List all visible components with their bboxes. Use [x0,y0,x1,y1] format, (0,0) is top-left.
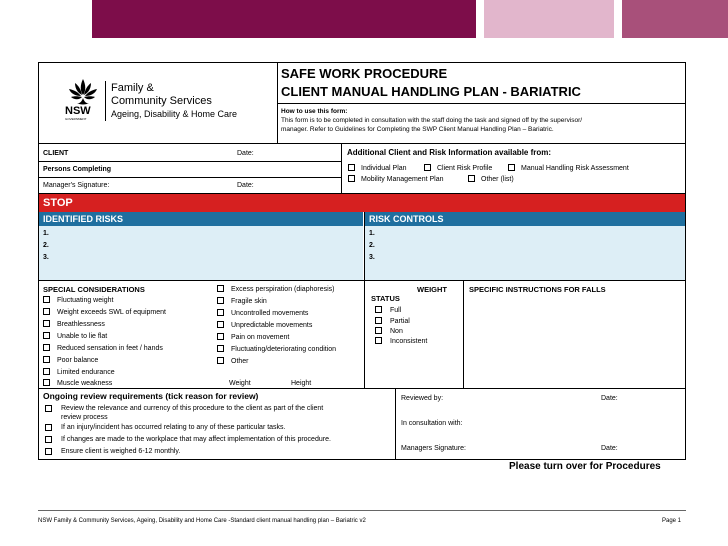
sc-limited-endurance-label: Limited endurance [57,369,115,376]
footer-divider [38,510,686,511]
review-managers-signature-label: Managers Signature: [401,445,466,452]
identified-risks-title: IDENTIFIED RISKS [43,214,124,224]
risk-control-2: 2. [369,242,375,249]
turn-over-note: Please turn over for Procedures [509,461,661,472]
ws-partial-label: Partial [390,318,410,325]
client-risk-profile-checkbox[interactable] [424,164,431,171]
top-bar-dark [92,0,476,38]
logo-line-3: Ageing, Disability & Home Care [111,109,238,119]
sc-unable-lie-flat-label: Unable to lie flat [57,333,108,340]
mobility-management-label: Mobility Management Plan [361,176,444,183]
sc-fragile-skin-label: Fragile skin [231,298,267,305]
sc-other-label: Other [231,358,249,365]
sc-muscle-weakness-label: Muscle weakness [57,380,113,387]
logo-divider [105,81,106,121]
weight-label: Weight [229,380,251,387]
managers-date-label: Date: [237,182,254,189]
sc-fluctuating-condition-checkbox[interactable] [217,345,224,352]
ws-partial-checkbox[interactable] [375,317,382,324]
sc-fluctuating-weight-checkbox[interactable] [43,296,50,303]
other-list-checkbox[interactable] [468,175,475,182]
sc-fluctuating-condition-label: Fluctuating/deteriorating condition [231,346,337,353]
ws-non-label: Non [390,328,403,335]
how-to-line-1: This form is to be completed in consultation with the staff doing the task and signed off by the supervisor/ [281,117,583,124]
weight-status-title: STATUS [371,294,400,303]
sc-unpredictable-movements-label: Unpredictable movements [231,322,313,329]
top-color-bar [0,0,728,38]
review-injury-label: If an injury/incident has occurred relating to any of these particular tasks. [61,424,286,431]
sc-reduced-sensation-label: Reduced sensation in feet / hands [57,345,163,352]
individual-plan-checkbox[interactable] [348,164,355,171]
weight-status-title-top: WEIGHT [417,285,447,294]
review-managers-date-label: Date: [601,445,618,452]
top-bar-gap [476,0,484,38]
ongoing-review-title: Ongoing review requirements (tick reason for review) [43,391,259,401]
individual-plan-label: Individual Plan [361,165,407,172]
footer-text: NSW Family & Community Services, Ageing, Disability and Home Care -Standard client manual handling plan – Bariatric v2 [38,518,366,524]
top-bar-gap [614,0,622,38]
sc-reduced-sensation-checkbox[interactable] [43,344,50,351]
how-to-label: How to use this form: [281,108,348,115]
waratah-flower-icon [65,77,101,121]
divider [395,388,396,459]
persons-completing-label: Persons Completing [43,166,112,173]
review-injury-checkbox[interactable] [45,424,52,431]
reviewed-by-label: Reviewed by: [401,395,444,402]
divider [364,212,365,280]
divider [39,280,685,281]
client-manual-handling-form [38,62,686,460]
sc-breathlessness-checkbox[interactable] [43,320,50,327]
manual-handling-assessment-checkbox[interactable] [508,164,515,171]
review-weighed-checkbox[interactable] [45,448,52,455]
risk-controls-title: RISK CONTROLS [369,214,444,224]
mobility-management-checkbox[interactable] [348,175,355,182]
sc-uncontrolled-movements-label: Uncontrolled movements [231,310,309,317]
page-number: Page 1 [662,518,682,524]
stop-text: STOP [43,197,73,209]
logo-line-2: Community Services [111,95,212,107]
top-bar-mid [622,0,728,38]
risk-controls-area[interactable] [365,226,685,280]
risk-control-1: 1. [369,230,375,237]
divider [39,161,341,162]
client-risk-profile-label: Client Risk Profile [437,165,493,172]
divider [277,103,685,104]
other-list-label: Other (list) [481,176,514,183]
identified-risk-1: 1. [43,230,49,237]
sc-weight-exceeds-swl-label: Weight exceeds SWL of equipment [57,309,166,316]
sc-pain-on-movement-checkbox[interactable] [217,333,224,340]
ws-full-checkbox[interactable] [375,306,382,313]
top-bar-gap [0,0,92,38]
logo-line-1: Family & [111,82,154,94]
how-to-line-2: manager. Refer to Guidelines for Completing the SWP Client Manual Handling Plan – Bariatric. [281,126,554,133]
sc-poor-balance-label: Poor balance [57,357,99,364]
identified-risk-3: 3. [43,254,49,261]
height-label: Height [291,380,312,387]
review-relevance-checkbox[interactable] [45,405,52,412]
identified-risks-area[interactable] [39,226,363,280]
falls-title: SPECIFIC INSTRUCTIONS FOR FALLS [469,285,606,294]
ws-full-label: Full [390,307,402,314]
divider [39,177,341,178]
top-bar-pink [484,0,614,38]
sc-unpredictable-movements-checkbox[interactable] [217,321,224,328]
divider [341,143,342,193]
sc-other-checkbox[interactable] [217,357,224,364]
reviewed-date-label: Date: [601,395,618,402]
review-workplace-changes-checkbox[interactable] [45,436,52,443]
stop-banner [39,194,685,212]
form-title-2: CLIENT MANUAL HANDLING PLAN - BARIATRIC [281,84,581,99]
review-relevance-line-1: Review the relevance and currency of this procedure to the client as part of the client [61,405,324,412]
manual-handling-assessment-label: Manual Handling Risk Assessment [521,165,629,172]
sc-excess-perspiration-checkbox[interactable] [217,285,224,292]
divider [39,143,685,144]
sc-muscle-weakness-checkbox[interactable] [43,379,50,386]
sc-excess-perspiration-label: Excess perspiration (diaphoresis) [231,286,335,293]
ws-inconsistent-checkbox[interactable] [375,337,382,344]
sc-fragile-skin-checkbox[interactable] [217,297,224,304]
sc-fluctuating-weight-label: Fluctuating weight [57,297,114,304]
divider [364,280,365,388]
identified-risks-header [39,212,363,226]
special-considerations-title: SPECIAL CONSIDERATIONS [43,285,145,294]
form-title-1: SAFE WORK PROCEDURE [281,66,448,81]
identified-risk-2: 2. [43,242,49,249]
sc-poor-balance-checkbox[interactable] [43,356,50,363]
ws-inconsistent-label: Inconsistent [390,338,428,345]
consultation-label: In consultation with: [401,420,463,427]
sc-pain-on-movement-label: Pain on movement [231,334,290,341]
sc-uncontrolled-movements-checkbox[interactable] [217,309,224,316]
client-label: CLIENT [43,150,69,157]
falls-instructions-area[interactable] [464,295,685,388]
risk-control-3: 3. [369,254,375,261]
ws-non-checkbox[interactable] [375,327,382,334]
review-relevance-line-2: review process [61,414,108,421]
review-weighed-label: Ensure client is weighed 6-12 monthly. [61,448,181,455]
logo-government-text: GOVERNMENT [65,117,87,121]
managers-signature-label: Manager's Signature: [43,182,110,189]
sc-weight-exceeds-swl-checkbox[interactable] [43,308,50,315]
client-date-label: Date: [237,150,254,157]
sc-breathlessness-label: Breathlessness [57,321,105,328]
logo-nsw-text: NSW [65,105,91,117]
risk-controls-header [365,212,685,226]
divider [39,388,685,389]
sc-unable-lie-flat-checkbox[interactable] [43,332,50,339]
sc-limited-endurance-checkbox[interactable] [43,368,50,375]
additional-info-title: Additional Client and Risk Information available from: [347,148,552,157]
review-workplace-changes-label: If changes are made to the workplace that may affect implementation of this procedure. [61,436,331,443]
